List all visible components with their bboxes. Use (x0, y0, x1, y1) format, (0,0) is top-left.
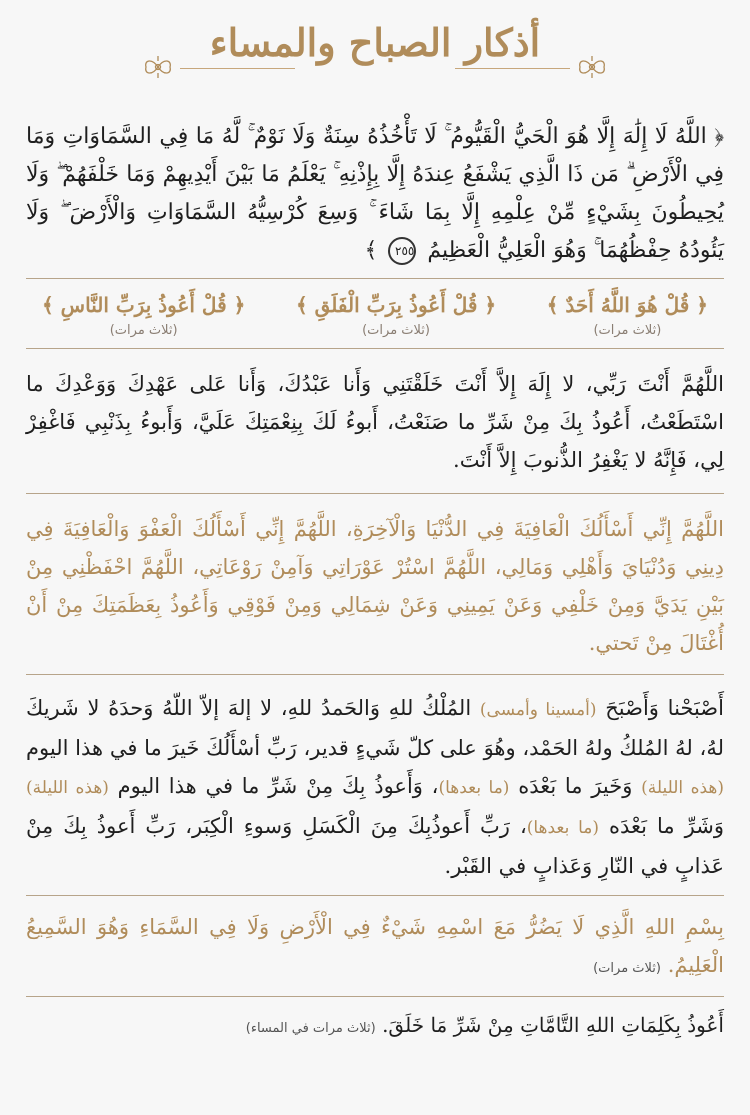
asbahna-duaa (20, 675, 730, 895)
bismillah-duaa (20, 896, 730, 996)
evening-variant-note: (أمسينا وأمسى) (479, 700, 597, 720)
qul-count: (ثلاث مرات) (593, 323, 662, 338)
asbahna-part: ، رَبِّ أَعوذُبِكَ مِنَ الْكَسَلِ وَسوءِ الْكِبَر، رَبِّ أَعوذُ بِكَ مِنْ عَذابٍ في النّارِ وَعَذابٍ في القَبْر. (26, 814, 724, 878)
header (20, 0, 730, 100)
qul-item (42, 293, 245, 338)
ayah-number-badge: ٢٥٥ (388, 237, 416, 265)
asbahna-part: المُلْكُ للهِ وَالحَمدُ للهِ، لا إلهَ إلاّ اللّهُ وَحدَهُ لا شَريكَ لهُ، لهُ المُلكُ ولهُ الحَمْد، وهُوَ على كلّ شَيءٍ قدير، رَبِّ أسْأَلُكَ خَيرَ ما في هذا اليوم (26, 696, 724, 760)
ayah-close-bracket: ﴾ (364, 238, 378, 263)
qul-text: ﴿ قُلْ أَعُوذُ بِرَبِّ الْفَلَقِ ﴾ (295, 293, 497, 317)
asbahna-part: وَشَرِّ ما بَعْدَه (609, 814, 724, 838)
asbahna-part: أَصْبَحْنا وَأَصْبَحَ (605, 696, 724, 720)
bismillah-text: بِسْمِ اللهِ الَّذِي لَا يَضُرُّ مَعَ اسْمِهِ شَيْءٌ فِي الْأَرْضِ وَلَا فِي السَّمَاءِ وَهُوَ السَّمِيعُ الْعَلِيمُ. (26, 915, 724, 977)
qul-text: ﴿ قُلْ أَعُوذُ بِرَبِّ النَّاسِ ﴾ (42, 293, 246, 317)
evening-variant-note: (ما بعدها) (438, 778, 510, 798)
ayat-al-kursi-text: ﴿ اللَّهُ لَا إِلَٰهَ إِلَّا هُوَ الْحَيُّ الْقَيُّومُ ۚ لَا تَأْخُذُهُ سِنَةٌ وَلَا نَوْمٌ ۚ لَّهُ مَا فِي السَّمَاوَاتِ وَمَا فِي الْأَرْضِ ۗ مَن ذَا الَّذِي يَشْفَعُ عِندَهُ إِلَّا بِإِذْنِهِ ۚ يَعْلَمُ مَا بَيْنَ أَيْدِيهِمْ وَمَا خَلْفَهُمْ ۖ وَلَا يُحِيطُونَ بِشَيْءٍ مِّنْ عِلْمِهِ إِلَّا بِمَا شَاءَ ۚ وَسِعَ كُرْسِيُّهُ السَّمَاوَاتِ وَالْأَرْضَ ۖ وَلَا يَئُودُهُ حِفْظُهُمَا ۚ وَهُوَ الْعَلِيُّ الْعَظِيمُ (26, 124, 724, 263)
header-line-right (455, 68, 570, 69)
sayyid-al-istighfar: اللَّهُمَّ أَنْتَ رَبِّي، لا إِلَهَ إِلاَّ أَنْتَ خَلَقْتَنِي وَأَنا عَبْدُكَ، وَأَنا عَلى عَهْدِكَ وَوَعْدِكَ ما اسْتَطَعْتُ، أَعُوذُ بِكَ مِنْ شَرِّ ما صَنَعْتُ، أَبوءُ لَكَ بِنِعْمَتِكَ عَلَيَّ، وَأَبوءُ بِذَنْبِي فَاغْفِرْ لِي، فَإِنَّهُ لا يَغْفِرُ الذُّنوبَ إِلاَّ أَنْتَ. (26, 372, 724, 472)
afiya-duaa: اللَّهُمَّ إِنِّي أَسْأَلُكَ الْعَافِيَةَ فِي الدُّنْيَا وَالْآخِرَةِ، اللَّهُمَّ إِنِّي أَسْأَلُكَ الْعَفْوَ وَالْعَافِيَةَ فِي دِينِي وَدُنْيَايَ وَأَهْلِي وَمَالِي، اللَّهُمَّ اسْتُرْ عَوْرَاتِي وَآمِنْ رَوْعَاتِي، اللَّهُمَّ احْفَظْنِي مِنْ بَيْنِ يَدَيَّ وَمِنْ خَلْفِي وَعَنْ يَمِينِي وَعَنْ شِمَالِي وَمِنْ فَوْقِي وَأَعُوذُ بِعَظَمَتِكَ مِنْ أَنْ أُغْتَالَ مِنْ تَحتي. (26, 517, 724, 655)
floral-ornament-icon (140, 52, 176, 82)
ayat-al-kursi (20, 100, 730, 278)
header-line-left (180, 68, 295, 69)
kalimat-duaa (20, 997, 730, 1057)
evening-variant-note: (ما بعدها) (526, 818, 600, 838)
repeat-count: (ثلاث مرات) (593, 961, 661, 976)
qul-count: (ثلاث مرات) (362, 323, 430, 338)
qul-item (547, 293, 708, 338)
page-title: أذكار الصباح والمساء (209, 19, 541, 65)
kalimat-text: أَعُوذُ بِكَلِمَاتِ اللهِ التَّامَّاتِ مِنْ شَرِّ مَا خَلَقَ. (382, 1013, 724, 1037)
repeat-count: (ثلاث مرات في المساء) (245, 1021, 376, 1036)
asbahna-part: وَخَيرَ ما بَعْدَه (518, 774, 633, 798)
evening-variant-note: (هذه الليلة) (641, 778, 724, 798)
qul-text: ﴿ قُلْ هُوَ اللَّهُ أَحَدٌ ﴾ (546, 293, 708, 317)
qul-item (296, 293, 496, 338)
quls-row (20, 279, 730, 348)
floral-ornament-icon (574, 52, 610, 82)
evening-variant-note: (هذه الليلة) (26, 778, 109, 798)
asbahna-part: ، وَأَعوذُ بِكَ مِنْ شَرِّ ما في هذا اليوم (117, 774, 439, 798)
qul-count: (ثلاث مرات) (109, 323, 178, 338)
